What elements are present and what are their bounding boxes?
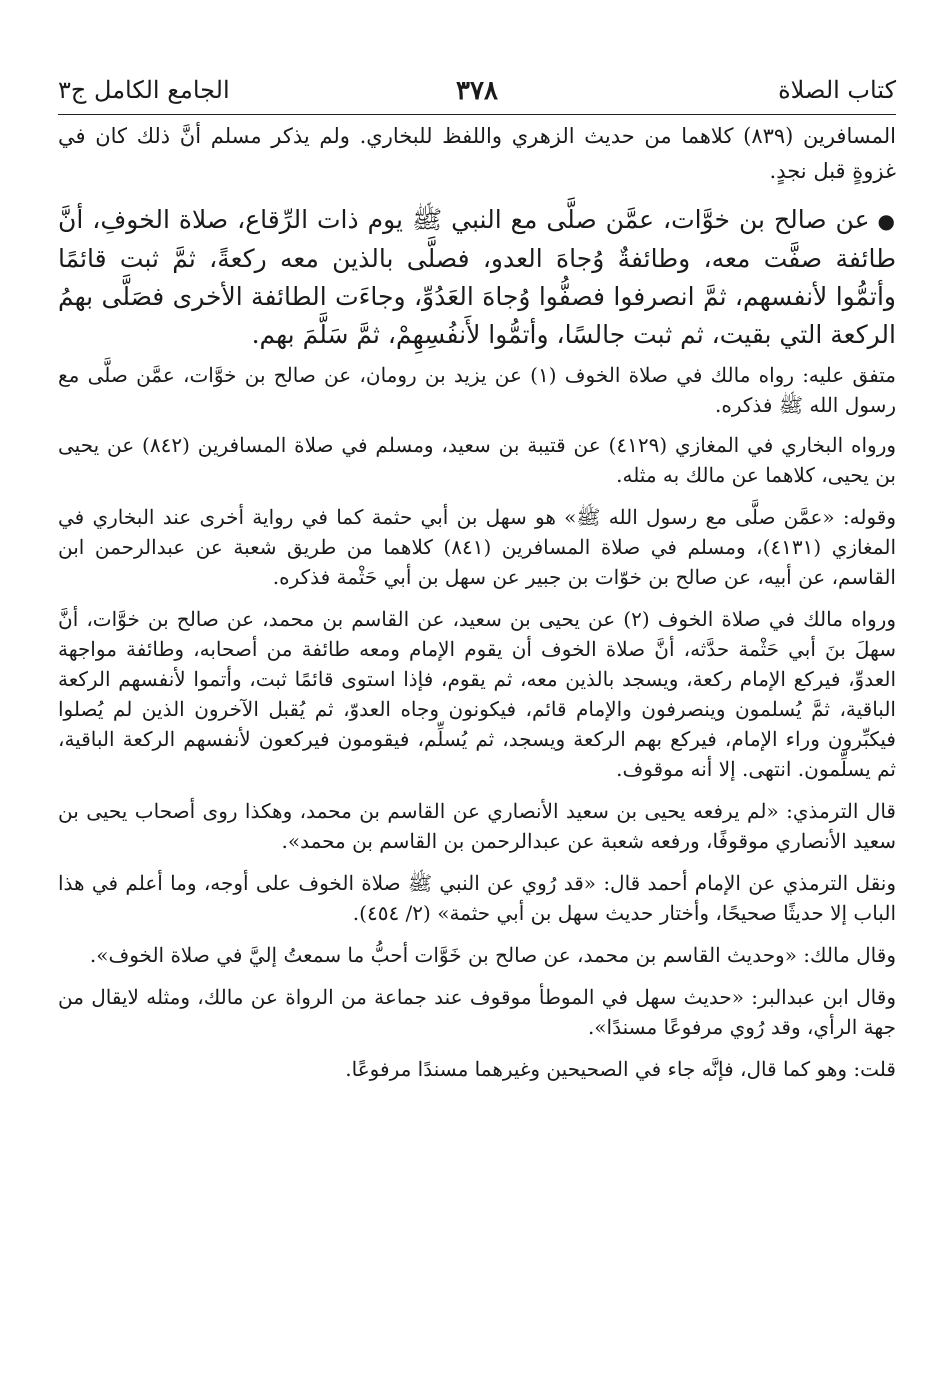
- bullet-icon: ●: [877, 209, 896, 233]
- running-header: [58, 70, 896, 115]
- commentary-paragraph-4: ورواه مالك في صلاة الخوف (٢) عن يحيى بن سعيد، عن القاسم بن محمد، عن صالح بن خوَّات، أنَّ سهلَ بنَ أبي حَثْمة حدَّثه، أنَّ صلاة الخوف أن يقوم الإمام ومعه طائفة من أصحابه، وطائفة مواجهة العدوِّ، فيركع الإمام ركعة، ويسجد بالذين معه، ثم يقوم، فإذا استوى قائمًا ثبت، وأتموا لأنفسهم الركعة الباقية، ثمَّ يُسلمون وينصرفون والإمام قائم، فيكونون وجاه العدوّ، ثم يُقبل الآخرون الذين لم يُصلوا فيكبِّرون وراء الإمام، فيركع بهم الركعة ويسجد، ثم يُسلِّم، فيقومون فيركعون لأنفسهم الركعة الباقية، ثم يسلِّمون. انتهى. إلا أنه موقوف.: [58, 607, 896, 781]
- commentary-paragraph-7: وقال مالك: «وحديث القاسم بن محمد، عن صالح بن خَوَّات أحبُّ ما سمعتُ إليَّ في صلاة الخوف».: [89, 943, 896, 967]
- commentary-paragraph-1: متفق عليه: رواه مالك في صلاة الخوف (١) عن يزيد بن رومان، عن صالح بن خوَّات، عمَّن صلَّى مع رسول الله ﷺ فذكره.: [58, 363, 897, 417]
- commentary-paragraph-6: ونقل الترمذي عن الإمام أحمد قال: «قد رُوي عن النبي ﷺ صلاة الخوف على أوجه، وما أعلم في هذا الباب إلا حديثًا صحيحًا، وأختار حديث سهل بن أبي حثمة» (٢/ ٤٥٤).: [58, 871, 896, 925]
- chapter-title: كتاب الصلاة: [778, 76, 896, 104]
- hadith-paragraph: [58, 201, 896, 354]
- book-title: الجامع الكامل ج٣: [58, 76, 230, 104]
- hadith-text: عن صالح بن خوَّات، عمَّن صلَّى مع النبي ﷺ يوم ذات الرِّقاع، صلاة الخوفِ، أنَّ طائفة صفَّت معه، وطائفةٌ وُجاهَ العدو، فصلَّى بالذين معه ركعةً، ثمَّ ثبت قائمًا وأتمُّوا لأنفسهم، ثمَّ انصرفوا فصفُّوا وُجاهَ العَدُوِّ، وجاءَت الطائفة الأخرى فصَلَّى بهمُ الركعة التي بقيت، ثم ثبت جالسًا، وأتمُّوا لأَنفُسِهِمْ، ثمَّ سَلَّمَ بهم.: [58, 205, 896, 349]
- commentary-paragraph-3: وقوله: «عمَّن صلَّى مع رسول الله ﷺ» هو سهل بن أبي حثمة كما في رواية أخرى عند البخاري في المغازي (٤١٣١)، ومسلم في صلاة المسافرين (٨٤١) كلاهما من طريق شعبة عن عبدالرحمن ابن القاسم، عن أبيه، عن صالح بن خوّات بن جبير عن سهل بن أبي حَثْمة فذكره.: [58, 505, 896, 589]
- commentary-paragraph-2: ورواه البخاري في المغازي (٤١٢٩) عن قتيبة بن سعيد، ومسلم في صلاة المسافرين (٨٤٢) عن يحيى بن يحيى، كلاهما عن مالك به مثله.: [58, 433, 897, 487]
- commentary-paragraph-5: قال الترمذي: «لم يرفعه يحيى بن سعيد الأنصاري عن القاسم بن محمد، وهكذا روى أصحاب يحيى بن سعيد الأنصاري موقوفًا، ورفعه شعبة عن عبدالرحمن بن القاسم بن محمد».: [58, 799, 896, 853]
- page-number: ٣٧٨: [456, 76, 498, 106]
- book-page: [58, 70, 896, 1096]
- commentary-paragraph-8: وقال ابن عبدالبر: «حديث سهل في الموطأ موقوف عند جماعة من الرواة عن مالك، ومثله لايقال من جهة الرأي، وقد رُوي مرفوعًا مسندًا».: [58, 985, 896, 1039]
- intro-paragraph: المسافرين (٨٣٩) كلاهما من حديث الزهري واللفظ للبخاري. ولم يذكر مسلم أنَّ ذلك كان في غزوةٍ قبل نجدٍ.: [58, 124, 896, 183]
- commentary-paragraph-9: قلت: وهو كما قال، فإنَّه جاء في الصحيحين وغيرهما مسندًا مرفوعًا.: [345, 1057, 896, 1081]
